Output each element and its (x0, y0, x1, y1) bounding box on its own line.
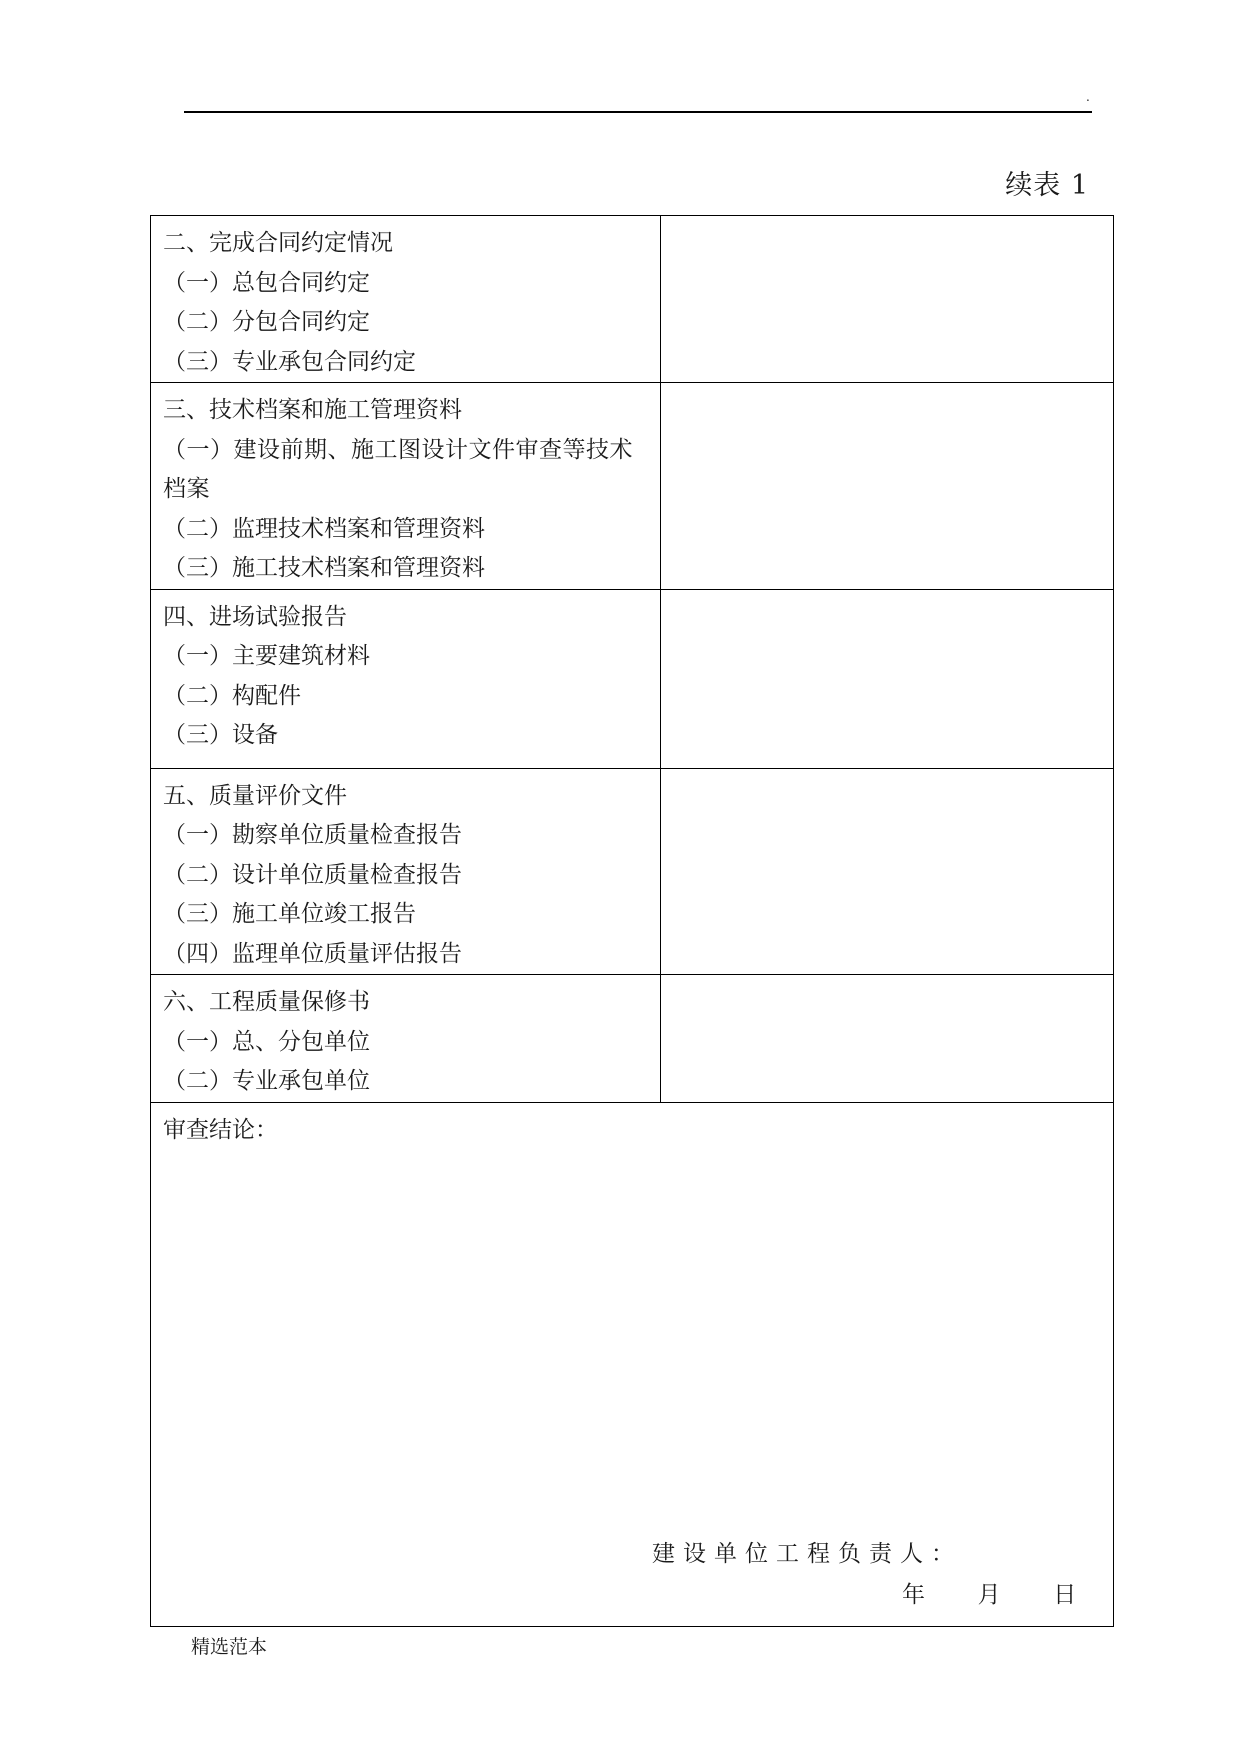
date-line (902, 1576, 1076, 1615)
header-dot: . (1086, 90, 1090, 104)
section-title: 六、工程质量保修书 (163, 989, 370, 1015)
section-item: （二）专业承包单位 (163, 1068, 370, 1094)
date-year: 年 (902, 1581, 925, 1608)
section-item: （二）构配件 (163, 682, 301, 709)
section-remarks-cell[interactable] (661, 975, 1114, 1103)
conclusion-label: 审查结论： (163, 1116, 278, 1143)
section-title: 二、完成合同约定情况 (163, 230, 393, 256)
section-remarks-cell[interactable] (661, 383, 1114, 590)
section-row (151, 589, 1114, 768)
section-title: 三、技术档案和施工管理资料 (163, 397, 462, 423)
section-item: （二）监理技术档案和管理资料 (163, 515, 485, 542)
section-item: （三）设备 (163, 722, 278, 748)
section-item: （一）总、分包单位 (163, 1028, 370, 1055)
section-row (151, 975, 1114, 1103)
section-content (151, 589, 661, 768)
continued-table-label: 续表 1 (1005, 170, 1089, 201)
section-remarks-cell[interactable] (661, 589, 1114, 768)
section-item: （三）专业承包合同约定 (163, 348, 416, 375)
conclusion-row (151, 1102, 1114, 1626)
section-item: （一）勘察单位质量检查报告 (163, 822, 462, 848)
section-title: 五、质量评价文件 (163, 782, 347, 809)
section-item: （四）监理单位质量评估报告 (163, 940, 462, 967)
section-title: 四、进场试验报告 (163, 603, 347, 630)
header-rule (184, 111, 1092, 113)
review-form-table (150, 215, 1114, 1627)
section-row (151, 768, 1114, 975)
section-item: （三）施工单位竣工报告 (163, 901, 416, 927)
date-day: 日 (1053, 1581, 1077, 1608)
section-item: （一）主要建筑材料 (163, 643, 370, 669)
section-content (151, 216, 661, 383)
date-month: 月 (977, 1581, 1001, 1608)
section-item: （二）设计单位质量检查报告 (163, 861, 462, 888)
section-item: （一）总包合同约定 (163, 269, 370, 296)
section-remarks-cell[interactable] (661, 216, 1114, 383)
footer-text: 精选范本 (191, 1636, 268, 1658)
section-row (151, 383, 1114, 590)
section-content (151, 975, 661, 1103)
section-content (151, 768, 661, 975)
conclusion-cell[interactable] (151, 1102, 1114, 1626)
section-item: （二）分包合同约定 (163, 309, 370, 335)
section-row (151, 216, 1114, 383)
section-content (151, 383, 661, 590)
section-item: （三）施工技术档案和管理资料 (163, 555, 485, 581)
section-item: （一）建设前期、施工图设计文件审查等技术档案 (163, 436, 633, 502)
signer-label: 建设单位工程负责人： (652, 1540, 962, 1567)
section-remarks-cell[interactable] (661, 768, 1114, 975)
